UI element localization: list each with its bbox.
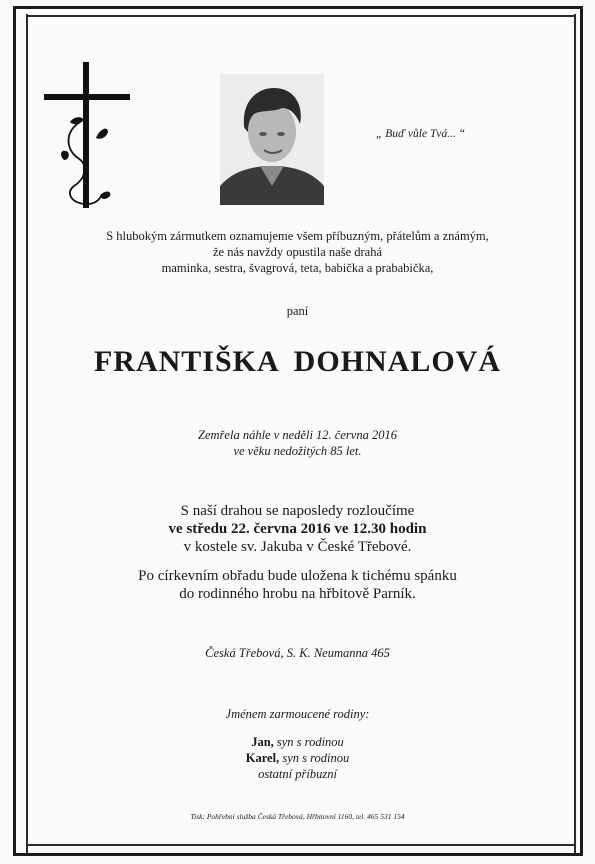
announcement-line: že nás navždy opustila naše drahá	[212, 245, 383, 259]
first-name: FRANTIŠKA	[93, 345, 280, 378]
death-age: ve věku nedožitých 85 let.	[233, 444, 362, 458]
inner-border-top	[26, 15, 576, 17]
family-member: Karel, syn s rodinou	[245, 751, 350, 765]
family-list	[0, 734, 595, 782]
deceased-name	[0, 345, 595, 379]
on-behalf-heading: Jménem zarmoucené rodiny:	[225, 707, 370, 721]
cross-with-vine-icon	[44, 62, 132, 212]
portrait-illustration	[220, 74, 324, 205]
portrait-photo	[220, 74, 324, 205]
honorific: paní	[286, 304, 309, 318]
family-member: ostatní příbuzní	[258, 767, 337, 781]
inner-border-bottom	[26, 844, 576, 846]
farewell-line: S naší drahou se naposledy rozloučíme	[180, 503, 415, 519]
burial-info	[0, 567, 595, 603]
farewell-location: v kostele sv. Jakuba v České Třebové.	[183, 539, 412, 555]
burial-line: do rodinného hrobu na hřbitově Parník.	[179, 586, 416, 602]
printer-credit: Tisk: Pohřební služba Česká Třebová, Hřbitovní 1160, tel. 465 531 154	[190, 812, 405, 821]
family-address: Česká Třebová, S. K. Neumanna 465	[205, 646, 390, 660]
death-date: Zemřela náhle v neděli 12. června 2016	[198, 428, 397, 442]
announcement-line: S hlubokým zármutkem oznamujeme všem příbuzným, přátelům a známým,	[106, 229, 489, 243]
farewell-info	[0, 502, 595, 556]
burial-line: Po církevním obřadu bude uložena k tichému spánku	[138, 568, 457, 584]
death-notice	[0, 427, 595, 459]
last-name: DOHNALOVÁ	[293, 345, 502, 378]
announcement-line: maminka, sestra, švagrová, teta, babička a prababička,	[161, 261, 434, 275]
motto-quote: „ Buď vůle Tvá... “	[376, 128, 466, 140]
announcement-text	[0, 228, 595, 276]
family-member: Jan, syn s rodinou	[251, 735, 344, 749]
farewell-datetime: ve středu 22. června 2016 ve 12.30 hodin	[168, 521, 427, 537]
